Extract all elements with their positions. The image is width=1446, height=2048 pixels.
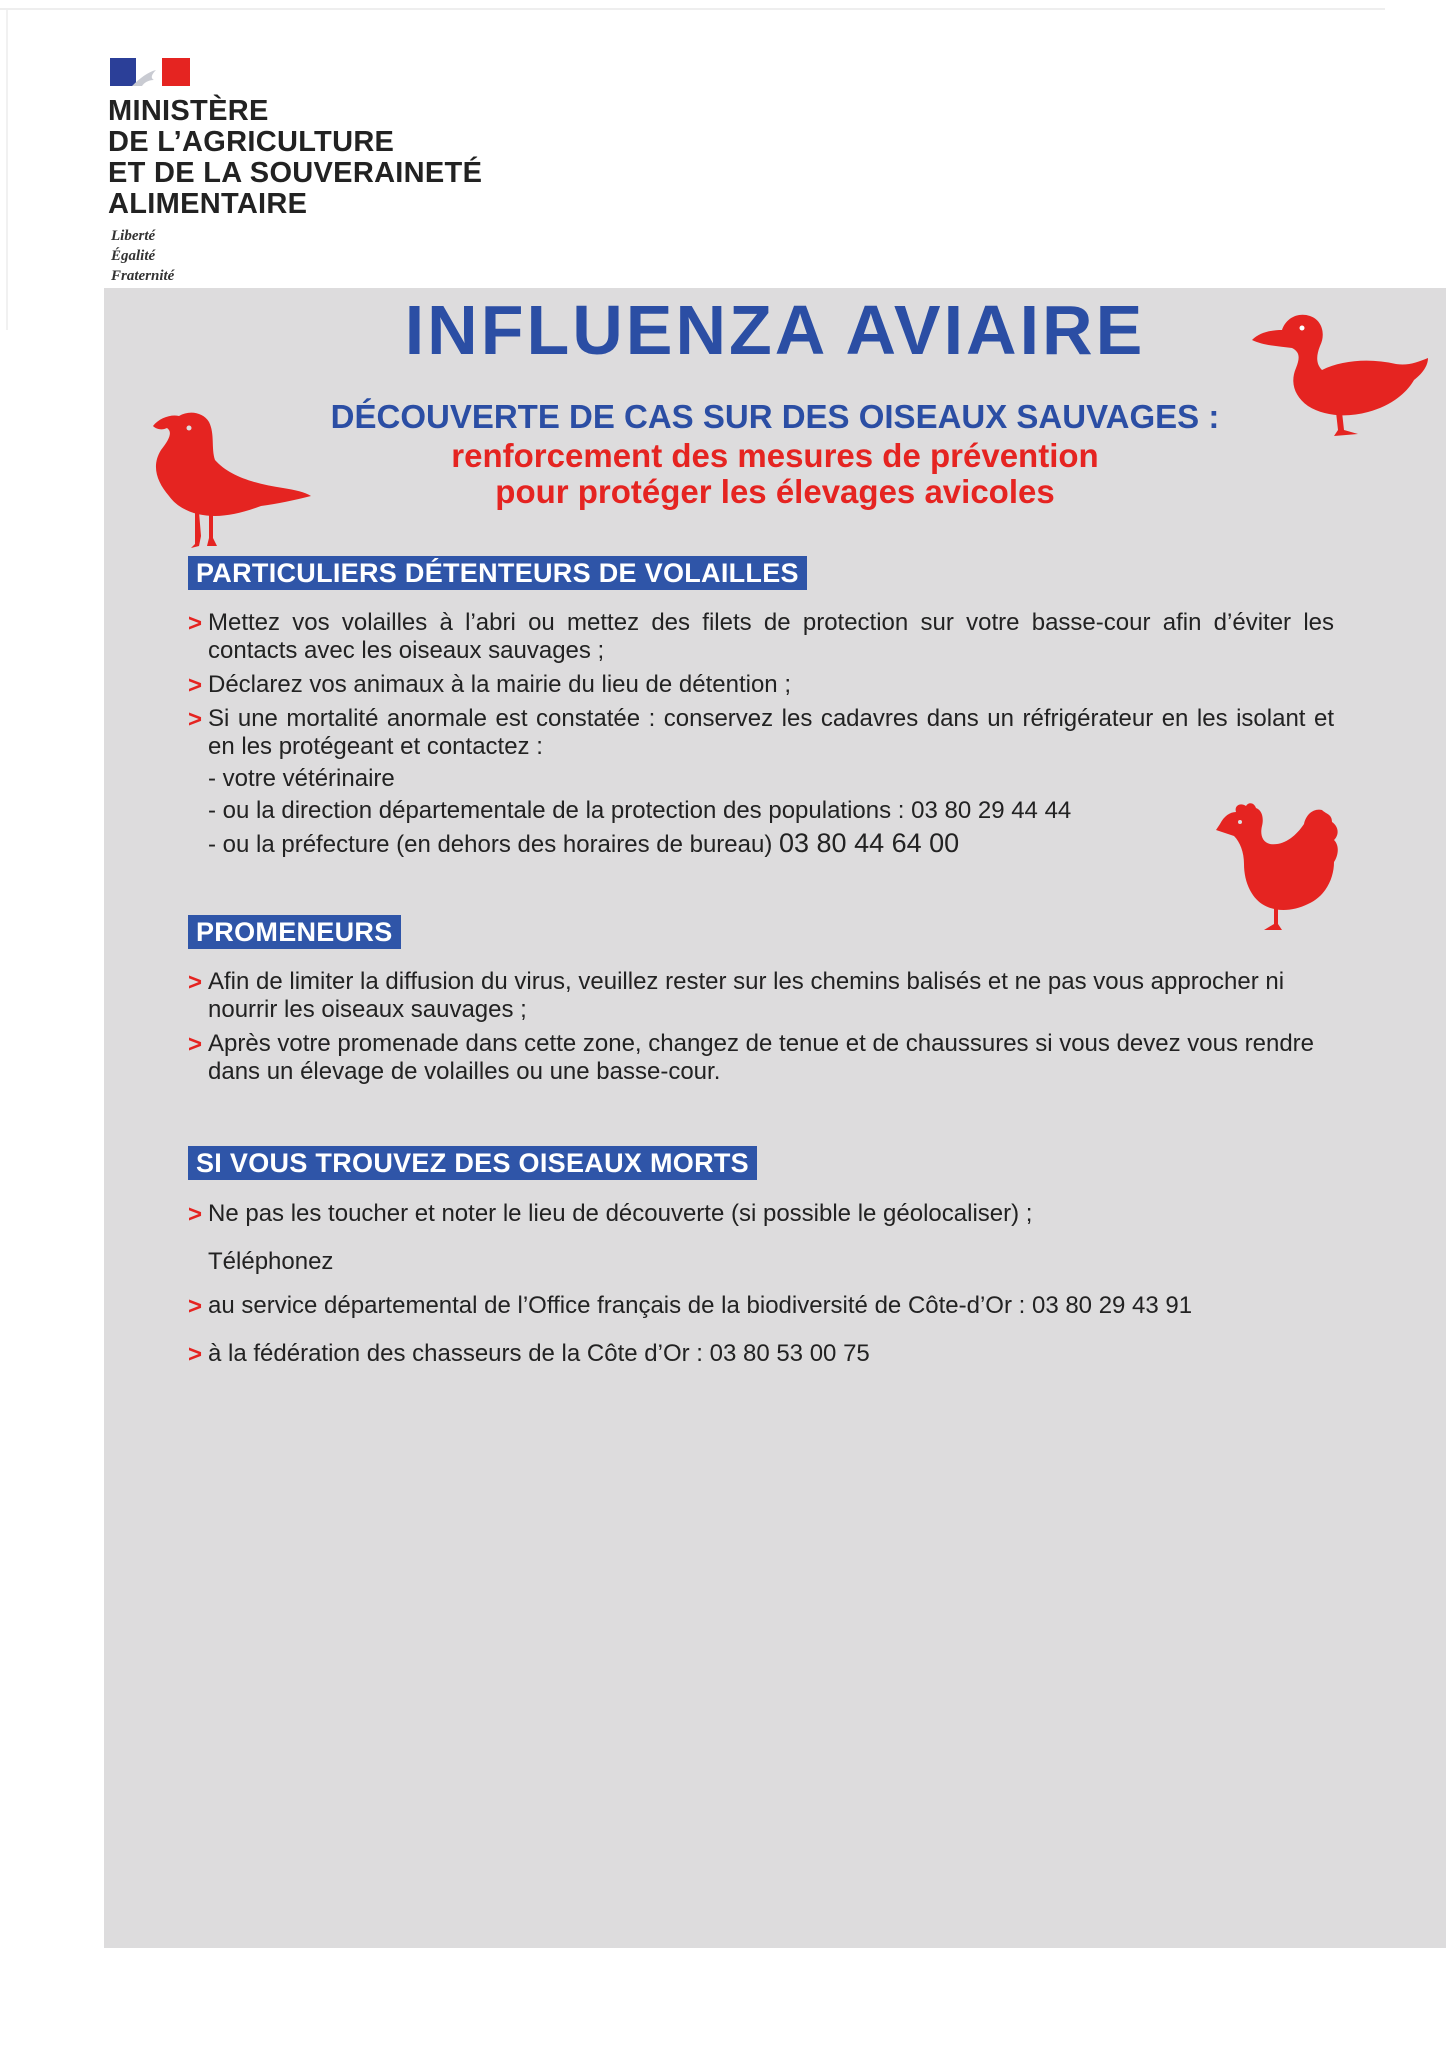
republic-motto — [111, 226, 174, 286]
bullet-chevron-icon: > — [188, 706, 203, 733]
ministry-line: DE L’AGRICULTURE — [108, 126, 395, 158]
ministry-line: ET DE LA SOUVERAINETÉ — [108, 157, 483, 189]
list-item-text: au service départemental de l’Office français de la biodiversité de Côte-d’Or : 03 80 29 43 91 — [208, 1292, 1193, 1319]
list-item-text: Après votre promenade dans cette zone, changez de tenue et de chaussures si vous devez vous rendre dans un élevage de volailles ou une basse-cour. — [208, 1030, 1315, 1085]
bullet-chevron-icon: > — [188, 1201, 203, 1228]
phone-label: Téléphonez — [208, 1248, 334, 1275]
bullet-chevron-icon: > — [188, 672, 203, 699]
contact-line: - ou la direction départementale de la protection des populations : 03 80 29 44 44 — [208, 797, 1072, 824]
motto-line: Liberté — [111, 228, 156, 244]
ministry-logo — [108, 56, 508, 286]
ministry-name — [108, 96, 482, 220]
oiseaux-morts-list — [188, 1200, 1334, 1228]
list-item — [188, 1292, 1334, 1320]
motto-line: Fraternité — [111, 268, 175, 284]
list-item — [188, 671, 1334, 699]
section-heading-particuliers: PARTICULIERS DÉTENTEURS DE VOLAILLES — [188, 556, 807, 590]
list-item-text: Déclarez vos animaux à la mairie du lieu de détention ; — [208, 671, 791, 698]
prefecture-phone: 03 80 44 64 00 — [779, 828, 960, 858]
list-item-text: Mettez vos volailles à l’abri ou mettez des filets de protection sur votre basse-cour afin d’éviter les contacts avec les oiseaux sauvages ; — [208, 609, 1334, 664]
page-title: INFLUENZA AVIAIRE — [404, 291, 1146, 369]
contact-line-text: - ou la préfecture (en dehors des horaires de bureau) — [208, 831, 779, 858]
list-item-text: à la fédération des chasseurs de la Côte d’Or : 03 80 53 00 75 — [208, 1340, 870, 1367]
page-edge-left — [6, 10, 8, 330]
list-item-text: Si une mortalité anormale est constatée : conservez les cadavres dans un réfrigérateur en les isolant et en les protégeant et contactez : — [208, 705, 1334, 760]
list-item — [188, 1200, 1334, 1228]
subtitle-blue: DÉCOUVERTE DE CAS SUR DES OISEAUX SAUVAGES : — [330, 398, 1220, 435]
marianne-flag-logo — [110, 58, 190, 86]
bullet-chevron-icon: > — [188, 1031, 203, 1058]
list-item — [188, 1030, 1334, 1086]
bullet-chevron-icon: > — [188, 1341, 203, 1368]
bullet-chevron-icon: > — [188, 1293, 203, 1320]
particuliers-list — [188, 609, 1334, 859]
list-item — [188, 705, 1334, 859]
seagull-icon — [145, 388, 315, 558]
list-item — [188, 1340, 1334, 1368]
subtitle-red-line: pour protéger les élevages avicoles — [495, 473, 1055, 510]
section-heading-promeneurs: PROMENEURS — [188, 915, 401, 949]
bullet-chevron-icon: > — [188, 969, 203, 996]
contact-line — [208, 829, 1334, 859]
page-edge-top — [0, 8, 1385, 10]
section-heading-oiseaux-morts: SI VOUS TROUVEZ DES OISEAUX MORTS — [188, 1146, 757, 1180]
ministry-line: MINISTÈRE — [108, 95, 269, 127]
duck-icon — [1250, 306, 1430, 446]
list-item-text: Ne pas les toucher et noter le lieu de découverte (si possible le géolocaliser) ; — [208, 1200, 1033, 1227]
contact-line: - votre vétérinaire — [208, 765, 395, 792]
phone-contacts-list — [188, 1292, 1334, 1368]
bullet-chevron-icon: > — [188, 610, 203, 637]
list-item — [188, 968, 1334, 1024]
list-item — [188, 609, 1334, 665]
ministry-line: ALIMENTAIRE — [108, 188, 308, 220]
subtitle-red-line: renforcement des mesures de prévention — [451, 437, 1099, 474]
motto-line: Égalité — [111, 248, 156, 264]
list-item-text: Afin de limiter la diffusion du virus, veuillez rester sur les chemins balisés et ne pas vous approcher ni nourrir les oiseaux sauvages ; — [208, 968, 1285, 1023]
promeneurs-list — [188, 968, 1334, 1086]
